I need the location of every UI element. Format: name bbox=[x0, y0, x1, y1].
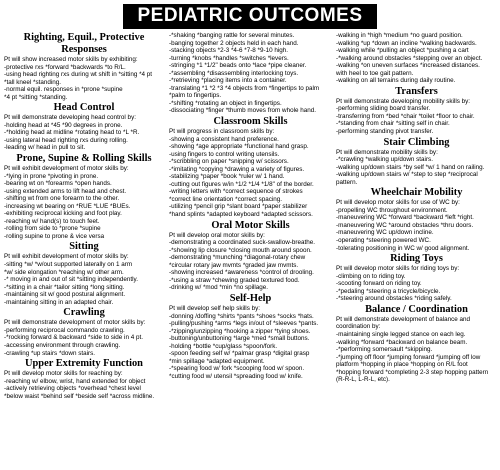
outcome-section bbox=[4, 358, 164, 400]
outcome-line: *min spillage *adapted equipment. bbox=[169, 357, 265, 365]
section-heading: Upper Extremity Function bbox=[25, 358, 143, 370]
section-heading: Oral Motor Skills bbox=[211, 219, 290, 231]
outcome-line: -actively retrieving objects *overhead *chest level bbox=[4, 385, 141, 393]
outcome-line: -*crawling *walking up/down stairs. bbox=[336, 156, 433, 164]
outcome-line: -walking *up *down an incline *walking backwards. bbox=[336, 39, 477, 47]
section-heading: Balance / Coordination bbox=[365, 303, 468, 315]
outcome-section bbox=[4, 241, 164, 306]
outcome-line: -utilizing *pencil grip *slant board *paper stabilizer bbox=[169, 203, 308, 211]
outcome-line: *hand splints *adapted keyboard *adapted scissors. bbox=[169, 211, 313, 219]
outcome-line: -crawling *up stairs *down stairs. bbox=[4, 349, 95, 357]
outcome-line: Pt will demonstrate mobility skills by: bbox=[336, 148, 438, 156]
outcome-line: -using fingers to control writing utensils. bbox=[169, 150, 280, 158]
outcome-line: -*lying in prone *pivoting in prone. bbox=[4, 172, 99, 180]
outcome-line: -using lateral head righting rxs during rolling. bbox=[4, 136, 128, 144]
outcome-line: -showing increased *awareness *control of drooling. bbox=[169, 269, 314, 277]
outcome-line: -walking on all terrains during daily routine. bbox=[336, 77, 456, 85]
outcome-line: *palm to fingertips. bbox=[169, 92, 222, 100]
outcome-section bbox=[336, 137, 497, 187]
outcome-line: -spoon feeding self w/ *palmar grasp *digital grasp bbox=[169, 350, 310, 358]
page-title: PEDIATRIC OUTCOMES bbox=[123, 4, 376, 29]
outcome-line: -translating *1 *2 *3 *4 objects from *fingertips to palm bbox=[169, 84, 320, 92]
outcome-line: -*performing somersault *skipping. bbox=[336, 346, 433, 354]
outcome-line: platform *hopping in place *hopping on R/L foot bbox=[336, 361, 468, 369]
outcome-line: -*pedaling *steering a tricycle/bicycle. bbox=[336, 287, 441, 295]
outcome-line: -*scribbling on paper *snipping w/ scissors. bbox=[169, 158, 289, 166]
outcome-line: Pt will develop motor skills for riding toys by: bbox=[336, 265, 460, 273]
outcome-line: *w/ side elongation *reaching w/ other arm. bbox=[4, 268, 124, 276]
outcome-line: -using extended arms to lift head and chest. bbox=[4, 187, 127, 195]
outcome-line: Pt will demonstrate developing mobility skills by: bbox=[336, 97, 471, 105]
outcome-line: -tolerating positioning in WC w/ good alignment. bbox=[336, 244, 470, 252]
outcome-line: -reaching w/ elbow, wrist, hand extended for object bbox=[4, 377, 146, 385]
outcome-line: Pt will exhibit development of motor skills by: bbox=[4, 253, 129, 261]
outcome-line: -*rocking forward & backward *side to side in 4 pt. bbox=[4, 334, 143, 342]
outcome-line: -bearing wt on *forearms *open hands. bbox=[4, 180, 112, 188]
outcome-line: -pulling/pushing *arms *legs in/out of *sleeves *pants. bbox=[169, 320, 319, 328]
outcome-line: -*using a straw *chewing graded textured food. bbox=[169, 276, 300, 284]
outcome-line: -*holding head at midline *rotating head to *L *R. bbox=[4, 129, 140, 137]
outcome-line: -*steering around obstacles *riding safely. bbox=[336, 295, 452, 303]
outcome-line: -maneuvering WC up/down incline. bbox=[336, 229, 434, 237]
outcome-line: -*retrieving *placing items into a container. bbox=[169, 77, 287, 85]
outcome-line: -maintaining single legged stance on each leg. bbox=[336, 330, 466, 338]
outcome-section bbox=[169, 293, 332, 380]
outcome-line: -buttoning/unbuttoning *large *med *small buttons. bbox=[169, 335, 310, 343]
outcome-line: -turning *knobs *handles *switches *levers. bbox=[169, 54, 289, 62]
outcome-line: -increasing wt bearing on *RUE *LUE *BUEs. bbox=[4, 202, 131, 210]
outcome-line: -cutting out figures w/in *1/2 *1/4 *1/8" of the border. bbox=[169, 180, 314, 188]
outcome-line: -operating *steering powered WC. bbox=[336, 237, 431, 245]
outcome-section bbox=[169, 220, 332, 292]
outcome-line: *4 pt *sitting *standing. bbox=[4, 93, 68, 101]
section-heading: Stair Climbing bbox=[383, 136, 450, 148]
outcome-line: -showing a consistent hand preference. bbox=[169, 135, 279, 143]
section-heading: Riding Toys bbox=[390, 253, 443, 265]
outcome-line: pattern. bbox=[336, 178, 358, 186]
outcome-line: Pt will develop self help skills by: bbox=[169, 304, 260, 312]
outcome-line: -normal equil. responses in *prone *supine bbox=[4, 86, 123, 94]
outcome-line: -climbing on to riding toy. bbox=[336, 272, 406, 280]
outcome-line: *tall kneel *standing. bbox=[4, 78, 62, 86]
outcome-line: -maneuvering WC *around obstacles *thru doors. bbox=[336, 221, 474, 229]
outcome-section bbox=[169, 32, 332, 115]
outcome-line: -demonstrating a coordinated suck-swallow-breathe. bbox=[169, 239, 315, 247]
outcome-line: -*shifting *rotating an object in fingertips. bbox=[169, 99, 282, 107]
outcome-line: -walking *forward *backward on balance beam. bbox=[336, 338, 468, 346]
outcome-line: -protective rxs *forward *backwards *to R/L. bbox=[4, 63, 126, 71]
outcome-section bbox=[4, 102, 164, 152]
title-banner bbox=[0, 2, 500, 30]
outcome-line: -transferring from *bed *chair *toilet *floor to chair. bbox=[336, 112, 475, 120]
section-heading: Self-Help bbox=[229, 292, 272, 304]
outcome-line: Pt will demonstrate development of motor skills by: bbox=[4, 319, 146, 327]
outcome-line: -leading w/ head in pull to sit. bbox=[4, 144, 86, 152]
outcome-line: -scooting forward on riding toy. bbox=[336, 280, 422, 288]
section-heading: Head Control bbox=[53, 102, 115, 114]
section-heading: Wheelchair Mobility bbox=[370, 187, 463, 199]
outcome-line: Pt will demonstrate developing head control by: bbox=[4, 114, 136, 122]
outcome-line: -using head righting rxs during wt shift in *sitting *4 pt bbox=[4, 71, 153, 79]
outcome-line: Pt will develop oral motor skills by: bbox=[169, 231, 265, 239]
outcome-line: -drinking w/ *mod *min *no spillage. bbox=[169, 284, 269, 292]
section-heading: Sitting bbox=[69, 241, 99, 253]
outcome-line: -rolling from side to *prone *supine bbox=[4, 225, 101, 233]
column-1 bbox=[4, 32, 164, 400]
outcome-section bbox=[4, 307, 164, 357]
outcome-line: -*zipping/unzipping *hooking a zipper *tying shoes. bbox=[169, 327, 311, 335]
outcome-line: -holding *bottle *cup/glass *spoon/fork. bbox=[169, 342, 278, 350]
outcome-line: -stringing *1 *1/2" beads onto *lace *pipe cleaner. bbox=[169, 62, 307, 70]
section-heading: Crawling bbox=[63, 307, 105, 319]
outcome-line: -performing standing pivot transfer. bbox=[336, 128, 434, 136]
outcome-line: -*standing from chair *sitting self in chair. bbox=[336, 120, 450, 128]
outcome-line: -walking up/down stairs w/ *step to step *reciprocal bbox=[336, 171, 478, 179]
outcome-section bbox=[336, 304, 497, 384]
outcome-section bbox=[336, 32, 497, 85]
outcome-line: -banging together 2 objects held in each hand. bbox=[169, 39, 299, 47]
outcome-line: -*assembling *disassembling interlocking toys. bbox=[169, 69, 299, 77]
outcome-line: -*spearing food w/ fork *scooping food w/ spoon. bbox=[169, 365, 305, 373]
outcome-line: -dissociating *finger *thumb moves from whole hand. bbox=[169, 107, 316, 115]
outcome-line: -*jumping off floor *jumping forward *jumping off low bbox=[336, 353, 481, 361]
outcome-line: Pt will show increased motor skills by exhibiting: bbox=[4, 56, 138, 63]
outcome-line: -showing *age appropriate *functional hand grasp. bbox=[169, 143, 309, 151]
outcome-line: -propelling WC throughout environment. bbox=[336, 206, 448, 214]
outcome-line: -demonstrating *munching *diagonal-rotary chew bbox=[169, 254, 306, 262]
outcome-line: -maintaining sit w/ good postural alignment. bbox=[4, 291, 126, 299]
outcome-line: Pt will develop motor skills for reaching by: bbox=[4, 370, 123, 378]
section-heading: Prone, Supine & Rolling Skills bbox=[16, 153, 152, 165]
outcome-line: *circular rotary jaw mvmts *graded jaw mvmts. bbox=[169, 261, 299, 269]
outcome-line: Pt will progress in classroom skills by: bbox=[169, 128, 275, 136]
outcome-line: -sitting *w/ *w/out supported laterally on 1 arm bbox=[4, 261, 133, 269]
outcome-line: -*shaking *banging rattle for several minutes. bbox=[169, 32, 295, 39]
outcome-section bbox=[336, 253, 497, 303]
outcome-line: *cutting food w/ utensil *spreading food w/ knife. bbox=[169, 372, 303, 380]
outcome-line: -*imitating *copying *drawing a variety of figures. bbox=[169, 165, 305, 173]
outcome-line: (R-R-L, L-R-L, etc). bbox=[336, 376, 390, 384]
outcome-line: -exhibiting reciprocal kicking and foot play. bbox=[4, 210, 122, 218]
outcome-line: coordination by: bbox=[336, 323, 381, 331]
outcome-line: -performing sliding board transfer. bbox=[336, 105, 431, 113]
outcome-line: *correct line orientation *correct spacing. bbox=[169, 195, 283, 203]
outcome-section bbox=[4, 32, 164, 101]
outcome-line: -walking *on uneven surfaces *increased distances. bbox=[336, 62, 480, 70]
outcome-line: -stabilizing *paper *book *ruler w/ 1 hand. bbox=[169, 173, 285, 181]
outcome-section bbox=[336, 86, 497, 136]
outcome-section bbox=[336, 187, 497, 252]
outcome-line: -shifting wt from one forearm to the other. bbox=[4, 195, 120, 203]
outcome-line: -holding head at *45 *90 degrees in prone. bbox=[4, 121, 123, 129]
outcome-line: -writing letters with *correct sequence of strokes bbox=[169, 188, 303, 196]
outcome-line: -*walking around obstacles *stepping over an object. bbox=[336, 54, 483, 62]
outcome-line: -accessing environment through crawling. bbox=[4, 341, 121, 349]
outcome-line: Pt will develop motor skills for use of WC by: bbox=[336, 199, 460, 207]
column-3 bbox=[336, 32, 497, 384]
outcome-section bbox=[4, 153, 164, 240]
outcome-line: -stacking objects *2-3 *4-6 *7-8 *9-10 high. bbox=[169, 47, 289, 55]
outcome-line: *hopping forward *completing 2-3 step hopping pattern bbox=[336, 368, 489, 376]
outcome-line: -performing reciprocal commando crawling. bbox=[4, 326, 125, 334]
outcome-line: Pt will demonstrate development of balance and bbox=[336, 315, 471, 323]
section-heading: Righting, Equil., Protective Responses bbox=[23, 32, 145, 55]
outcome-line: -maintaining sitting in an adapted chair. bbox=[4, 298, 114, 306]
outcome-line: -walking up/down stairs *by self *w/ 1 hand on railing. bbox=[336, 163, 485, 171]
outcome-line: -*sitting in a chair *tailor sitting *long sitting. bbox=[4, 283, 125, 291]
section-heading: Classroom Skills bbox=[213, 116, 288, 128]
section-heading: Transfers bbox=[395, 85, 438, 97]
outcome-line: -walking while *pulling an object *pushing a cart bbox=[336, 47, 469, 55]
column-2 bbox=[169, 32, 332, 380]
outcome-line: -donning /doffing *shirts *pants *shoes *socks *hats. bbox=[169, 312, 314, 320]
outcome-section bbox=[169, 116, 332, 219]
outcome-line: with heel to toe gait pattern. bbox=[336, 69, 414, 77]
outcome-line: -maneuvering WC *forward *backward *left *right. bbox=[336, 214, 474, 222]
outcome-line: -reaching w/ hand(s) to touch feet. bbox=[4, 217, 100, 225]
outcome-line: -* moving in and out of sit *sitting independently. bbox=[4, 276, 138, 284]
outcome-line: -*showing lip closure *closing mouth around spoon. bbox=[169, 246, 312, 254]
outcome-line: -rolling supine to prone & vice versa bbox=[4, 232, 105, 240]
outcome-line: Pt will exhibit development of motor skills by: bbox=[4, 165, 129, 173]
outcome-line: -walking in *high *medium *no guard position. bbox=[336, 32, 463, 39]
outcome-line: *below waist *behind self *beside self *across midline. bbox=[4, 392, 155, 400]
